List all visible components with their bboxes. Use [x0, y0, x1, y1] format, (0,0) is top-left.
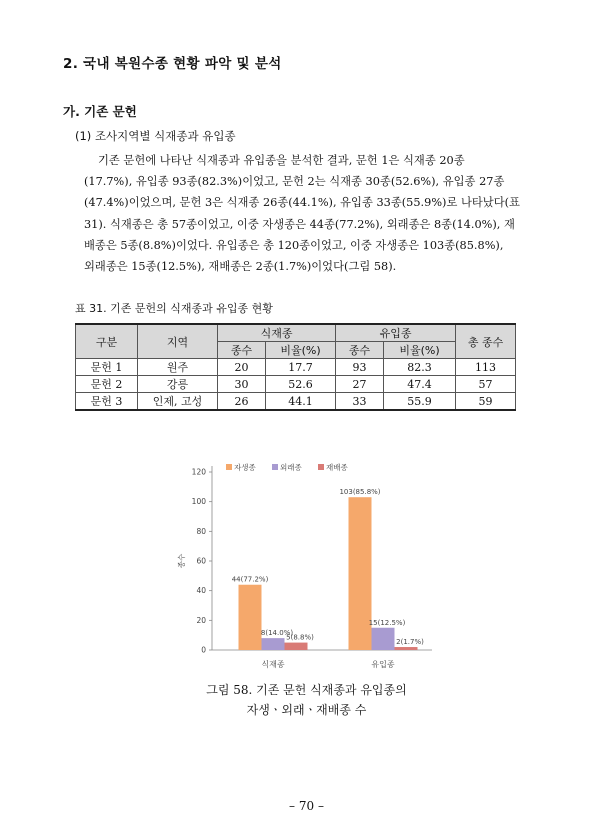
- y-tick-label: 120: [191, 467, 206, 477]
- bar-data-label: 2(1.7%): [396, 638, 424, 647]
- table-row: [76, 376, 516, 393]
- legend-swatch: [318, 464, 324, 470]
- species-table: [75, 323, 516, 411]
- cell-planted-count: 20: [218, 359, 266, 376]
- cell-planted-ratio: 52.6: [266, 376, 336, 393]
- table-row: [76, 359, 516, 376]
- y-tick-label: 40: [196, 586, 206, 596]
- legend-label: 자생종: [234, 463, 256, 472]
- paragraph-line: 외래종은 15종(12.5%), 재배종은 2종(1.7%)이었다(그림 58).: [84, 259, 397, 273]
- y-tick-label: 60: [196, 556, 206, 566]
- x-tick-label: 유입종: [371, 660, 395, 669]
- legend-label: 재배종: [326, 463, 348, 472]
- body-paragraph: [84, 150, 548, 277]
- bar-data-label: 5(8.8%): [286, 633, 314, 642]
- paragraph-line: (17.7%), 유입종 93종(82.3%)이었고, 문헌 2는 식재종 30종(52.6%), 유입종 27종: [84, 175, 505, 189]
- paragraph-line: 31). 식재종은 총 57종이었고, 이중 자생종은 44종(77.2%), 외래종은 8종(14.0%), 재: [84, 217, 515, 231]
- item-heading: (1) 조사지역별 식재종과 유입종: [75, 129, 236, 143]
- page-number: – 70 –: [289, 799, 324, 813]
- species-bar-chart: [170, 452, 442, 680]
- cell-region: 인제, 고성: [138, 393, 218, 411]
- cell-category: 문헌 2: [76, 376, 138, 393]
- bar: [395, 647, 418, 650]
- cell-total: 113: [456, 359, 516, 376]
- cell-region: 원주: [138, 359, 218, 376]
- sub-heading: 가. 기존 문헌: [63, 104, 137, 119]
- header-planted-count: 종수: [218, 342, 266, 359]
- legend-label: 외래종: [280, 463, 302, 472]
- header-planted-ratio: 비율(%): [266, 342, 336, 359]
- cell-planted-count: 26: [218, 393, 266, 411]
- cell-introduced-ratio: 82.3: [384, 359, 456, 376]
- header-introduced-count: 종수: [336, 342, 384, 359]
- table-row: [76, 393, 516, 411]
- cell-introduced-count: 27: [336, 376, 384, 393]
- header-introduced: 유입종: [336, 324, 456, 342]
- bar: [285, 643, 308, 650]
- bar: [239, 585, 262, 650]
- legend-swatch: [226, 464, 232, 470]
- figure-caption-line1: 그림 58. 기존 문헌 식재종과 유입종의: [206, 683, 407, 697]
- paragraph-line: (47.4%)이었으며, 문헌 3은 식재종 26종(44.1%), 유입종 33종(55.9%)로 나타났다(표: [84, 196, 520, 210]
- y-tick-label: 20: [196, 615, 206, 625]
- legend-swatch: [272, 464, 278, 470]
- paragraph-line: 배종은 5종(8.8%)이었다. 유입종은 총 120종이었고, 이중 자생종은 103종(85.8%),: [84, 238, 504, 252]
- header-category: 구분: [76, 324, 138, 359]
- bar-data-label: 44(77.2%): [231, 575, 269, 584]
- cell-planted-ratio: 17.7: [266, 359, 336, 376]
- cell-total: 57: [456, 376, 516, 393]
- cell-planted-ratio: 44.1: [266, 393, 336, 411]
- header-total: 총 종수: [456, 324, 516, 359]
- cell-category: 문헌 3: [76, 393, 138, 411]
- bar-data-label: 8(14.0%): [260, 629, 294, 638]
- y-tick-label: 80: [196, 526, 206, 536]
- table-caption: 표 31. 기존 문헌의 식재종과 유입종 현황: [75, 302, 273, 315]
- cell-introduced-ratio: 47.4: [384, 376, 456, 393]
- cell-introduced-count: 93: [336, 359, 384, 376]
- y-tick-label: 0: [201, 645, 206, 655]
- bar: [372, 628, 395, 650]
- y-tick-label: 100: [191, 497, 206, 507]
- cell-introduced-count: 33: [336, 393, 384, 411]
- bar: [262, 638, 285, 650]
- chart-svg: [170, 452, 442, 680]
- paragraph-line: 기존 문헌에 나타난 식재종과 유입종을 분석한 결과, 문헌 1은 식재종 20종: [98, 154, 465, 167]
- bar-data-label: 15(12.5%): [368, 618, 406, 627]
- header-region: 지역: [138, 324, 218, 359]
- cell-introduced-ratio: 55.9: [384, 393, 456, 411]
- cell-planted-count: 30: [218, 376, 266, 393]
- header-planted: 식재종: [218, 324, 336, 342]
- y-axis-label: 종수: [177, 553, 186, 569]
- figure-caption-line2: 자생ㆍ외래ㆍ재배종 수: [246, 703, 367, 717]
- cell-category: 문헌 1: [76, 359, 138, 376]
- cell-total: 59: [456, 393, 516, 411]
- section-heading: 2. 국내 복원수종 현황 파악 및 분석: [63, 56, 282, 72]
- x-tick-label: 식재종: [261, 660, 285, 669]
- cell-region: 강릉: [138, 376, 218, 393]
- bar: [349, 497, 372, 650]
- header-introduced-ratio: 비율(%): [384, 342, 456, 359]
- bar-data-label: 103(85.8%): [339, 488, 381, 497]
